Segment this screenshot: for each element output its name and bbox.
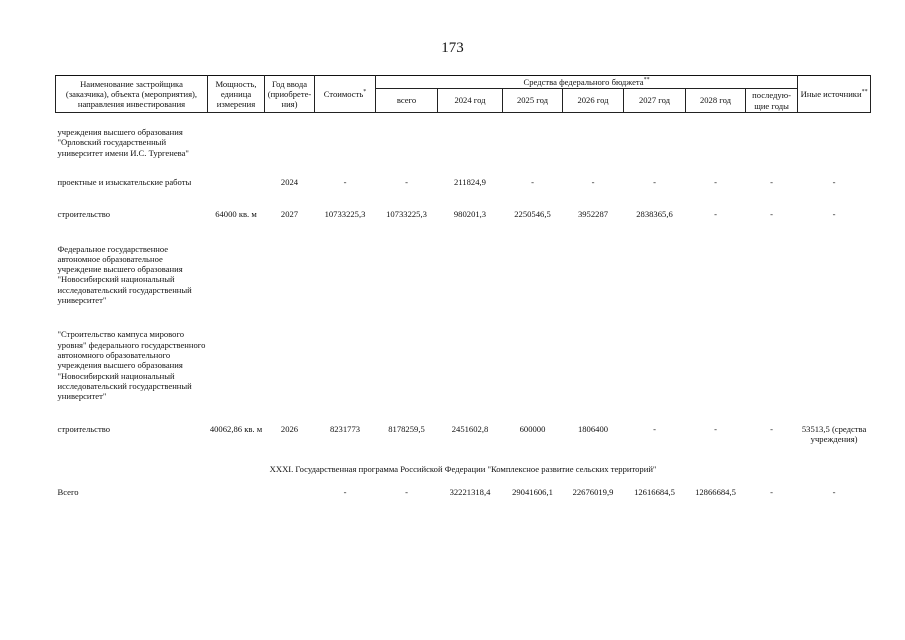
- table-cell: 12866684,5: [695, 486, 736, 497]
- table-cell: [624, 230, 686, 316]
- table-row: [56, 112, 871, 167]
- header-year: Год ввода (приобрете-ния): [265, 76, 315, 113]
- table-cell: 1806400: [577, 423, 609, 434]
- table-cell: 10733225,3: [324, 209, 366, 220]
- table-cell: -: [770, 423, 773, 434]
- table-cell: -: [770, 486, 773, 497]
- table-cell: -: [343, 486, 347, 497]
- table-cell: -: [591, 176, 595, 187]
- table-cell: [438, 112, 503, 167]
- row-name: строительство: [57, 209, 111, 220]
- table-cell: [624, 112, 686, 167]
- table-cell: [265, 485, 315, 501]
- table-cell: [315, 112, 376, 167]
- table-cell: 3952287: [577, 209, 609, 220]
- table-row: [56, 412, 871, 457]
- table-row: [56, 168, 871, 197]
- table-cell: 10733225,3: [386, 209, 427, 220]
- table-cell: [686, 315, 746, 411]
- table-cell: [563, 112, 624, 167]
- table-cell: [686, 230, 746, 316]
- table-cell: 22676019,9: [572, 486, 614, 497]
- table-cell: 32221318,4: [449, 486, 491, 497]
- table-cell: [563, 230, 624, 316]
- table-cell: -: [405, 176, 408, 187]
- header-capacity: Мощность, единица измерения: [208, 76, 265, 113]
- table-cell: 12616684,5: [634, 486, 675, 497]
- table-cell: -: [770, 209, 773, 220]
- header-2028: 2028 год: [686, 89, 746, 113]
- table-cell: [438, 315, 503, 411]
- table-cell: [746, 112, 798, 167]
- table-cell: [624, 315, 686, 411]
- table-cell: [208, 315, 265, 411]
- row-name: строительство: [57, 423, 111, 434]
- header-later-years: последую-щие годы: [746, 89, 798, 113]
- header-total: всего: [376, 89, 438, 113]
- table-cell: -: [653, 423, 656, 434]
- header-name: Наименование застройщика (заказчика), объекта (мероприятия), направления инвестирования: [56, 76, 208, 113]
- table-cell: 2027: [280, 209, 299, 220]
- header-2025: 2025 год: [503, 89, 563, 113]
- table-row: [56, 485, 871, 501]
- table-cell: [208, 485, 265, 501]
- table-row: [56, 315, 871, 411]
- table-cell: [798, 230, 871, 316]
- table-cell: 211824,9: [454, 176, 486, 187]
- table-cell: [376, 315, 438, 411]
- table-cell: [438, 230, 503, 316]
- row-name: "Строительство кампуса мирового уровня" федерального государственного автономного образовательного учреждения высшего образования "Новосибирский национальный исследовательский государственный университет": [57, 329, 206, 402]
- row-name: Федеральное государственное автономное образовательное учреждение высшего образования "Новосибирский национальный исследовательский государственный университет": [57, 243, 192, 306]
- table-cell: -: [343, 176, 347, 187]
- section-title: XXXI. Государственная программа Российской Федерации "Комплексное развитие сельских территорий": [269, 464, 657, 475]
- table-cell: [503, 230, 563, 316]
- table-cell: [208, 168, 265, 197]
- table-cell: -: [531, 176, 534, 187]
- table-cell: [315, 315, 376, 411]
- investment-table: [55, 75, 871, 501]
- table-row: [56, 197, 871, 229]
- table-cell: 64000 кв. м: [215, 209, 257, 220]
- table-cell: -: [653, 176, 656, 187]
- header-cost: Стоимость*: [315, 76, 376, 113]
- table-cell: -: [832, 209, 836, 220]
- table-cell: 8178259,5: [388, 423, 425, 434]
- table-cell: [265, 112, 315, 167]
- section-title-row: [56, 456, 871, 484]
- table-cell: [503, 315, 563, 411]
- table-cell: [376, 112, 438, 167]
- table-cell: -: [714, 423, 717, 434]
- table-cell: [376, 230, 438, 316]
- header-federal-budget: Средства федерального бюджета**: [376, 76, 798, 89]
- header-2027: 2027 год: [624, 89, 686, 113]
- table-cell: 29041606,1: [512, 486, 553, 497]
- header-2026: 2026 год: [563, 89, 624, 113]
- table-cell: [798, 315, 871, 411]
- table-cell: 8231773: [329, 423, 361, 434]
- table-cell: [208, 112, 265, 167]
- table-cell: 2026: [280, 423, 299, 434]
- table-cell: 600000: [519, 423, 546, 434]
- table-cell: -: [832, 176, 836, 187]
- table-cell: [746, 315, 798, 411]
- table-cell: 53513,5 (средства учреждения): [801, 423, 867, 444]
- table-cell: -: [832, 486, 836, 497]
- table-cell: [503, 112, 563, 167]
- table-cell: 2451602,8: [451, 423, 489, 434]
- table-cell: [686, 112, 746, 167]
- table-cell: -: [714, 176, 717, 187]
- table-cell: [265, 315, 315, 411]
- table-row: [56, 230, 871, 316]
- table-cell: 2024: [280, 176, 299, 187]
- table-cell: -: [770, 176, 773, 187]
- table-cell: -: [405, 486, 408, 497]
- table-cell: -: [714, 209, 717, 220]
- table-cell: [798, 112, 871, 167]
- header-2024: 2024 год: [438, 89, 503, 113]
- page-number: 173: [441, 40, 464, 56]
- table-cell: 2838365,6: [636, 209, 673, 220]
- table-body: [56, 112, 871, 500]
- table-cell: [208, 230, 265, 316]
- table-cell: [563, 315, 624, 411]
- row-name: Всего: [57, 486, 79, 497]
- header-other-sources: Иные источники**: [798, 76, 871, 113]
- table-cell: [315, 230, 376, 316]
- table-cell: 2250546,5: [514, 209, 551, 220]
- row-name: учреждения высшего образования "Орловский государственный университет имени И.С. Тургенева": [57, 126, 189, 158]
- table-cell: [265, 230, 315, 316]
- table-cell: 40062,86 кв. м: [209, 423, 263, 434]
- row-name: проектные и изыскательские работы: [57, 176, 192, 187]
- table-cell: 980201,3: [453, 209, 487, 220]
- table-cell: [746, 230, 798, 316]
